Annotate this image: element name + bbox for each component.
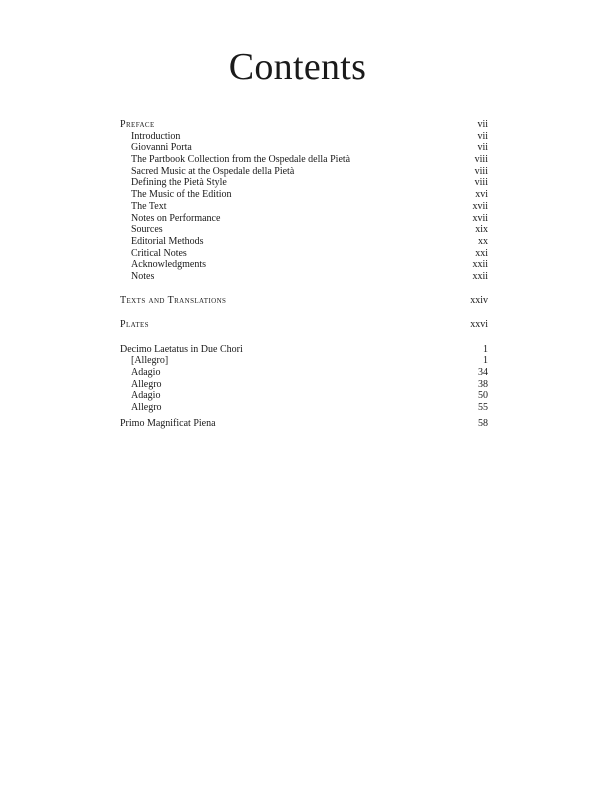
toc-entry[interactable] [120, 355, 488, 367]
toc-page-number: 58 [478, 417, 488, 429]
toc-entry[interactable] [120, 236, 488, 248]
toc-page-number: xxii [472, 270, 488, 282]
toc-entry[interactable] [120, 131, 488, 143]
toc-heading-primo[interactable] [120, 418, 488, 430]
toc-entry[interactable] [120, 154, 488, 166]
toc-page-number: xxii [472, 259, 488, 271]
toc-entry-label: Giovanni Porta [131, 142, 192, 154]
toc-entry-label: Notes [131, 270, 155, 282]
toc-entry[interactable] [120, 177, 488, 189]
toc-entry-label: Critical Notes [131, 247, 187, 259]
toc-page-number: vii [477, 130, 488, 142]
table-of-contents [120, 119, 488, 429]
toc-page-number: vii [477, 142, 488, 154]
toc-entry-label: Allegro [131, 401, 162, 413]
toc-entry-label: The Music of the Edition [131, 189, 232, 201]
toc-entry-label: Preface [120, 119, 155, 130]
toc-entry-label: Acknowledgments [131, 259, 206, 271]
toc-entry-label: Editorial Methods [131, 235, 204, 247]
toc-entry-label: Decimo Laetatus in Due Chori [120, 343, 243, 355]
toc-entry-label: Introduction [131, 130, 181, 142]
toc-section-decimo [120, 344, 488, 414]
toc-entry-label: Texts and Translations [120, 295, 227, 307]
toc-entry-label: Primo Magnificat Piena [120, 417, 216, 429]
toc-entry-label: Adagio [131, 390, 161, 402]
toc-page-number: xx [478, 235, 488, 247]
toc-page-number: xxi [475, 247, 488, 259]
toc-entry[interactable] [120, 189, 488, 201]
toc-page-number: 34 [478, 366, 488, 378]
toc-page-number: viii [474, 154, 488, 166]
toc-entry[interactable] [120, 259, 488, 271]
toc-entry[interactable] [120, 248, 488, 260]
toc-entry[interactable] [120, 367, 488, 379]
toc-entry[interactable] [120, 166, 488, 178]
toc-page-number: xix [475, 224, 488, 236]
toc-page-number: viii [474, 165, 488, 177]
toc-page-number: xvii [472, 212, 488, 224]
toc-entry[interactable] [120, 402, 488, 414]
toc-entry-label: Notes on Performance [131, 212, 221, 224]
toc-page-number: xvi [475, 189, 488, 201]
toc-entry-label: Sources [131, 224, 163, 236]
toc-page-number: viii [474, 177, 488, 189]
toc-section-preface [120, 119, 488, 283]
toc-entry[interactable] [120, 379, 488, 391]
toc-heading-plates[interactable] [120, 319, 488, 331]
toc-page-number: xxvi [470, 319, 488, 331]
toc-heading-texts-translations[interactable] [120, 295, 488, 307]
toc-page-number: 50 [478, 390, 488, 402]
toc-entry[interactable] [120, 390, 488, 402]
toc-page-number: vii [477, 119, 488, 130]
toc-entry-label: [Allegro] [131, 355, 169, 367]
toc-entry[interactable] [120, 201, 488, 213]
toc-page-number: xxiv [470, 295, 488, 307]
toc-entry-label: Defining the Pietà Style [131, 177, 227, 189]
toc-page-number: xvii [472, 200, 488, 212]
toc-heading-decimo[interactable] [120, 344, 488, 356]
toc-page-number: 38 [478, 378, 488, 390]
toc-entry-label: Adagio [131, 366, 161, 378]
toc-page-number: 1 [483, 343, 488, 355]
toc-entry[interactable] [120, 271, 488, 283]
toc-heading-preface[interactable] [120, 119, 488, 131]
toc-entry-label: The Text [131, 200, 167, 212]
toc-entry-label: Sacred Music at the Ospedale della Pietà [131, 165, 295, 177]
toc-page-number: 55 [478, 401, 488, 413]
page-title: Contents [228, 46, 367, 88]
toc-page-number: 1 [483, 355, 488, 367]
toc-entry[interactable] [120, 224, 488, 236]
toc-entry[interactable] [120, 142, 488, 154]
toc-entry-label: Allegro [131, 378, 162, 390]
toc-entry[interactable] [120, 213, 488, 225]
toc-entry-label: The Partbook Collection from the Ospedale della Pietà [131, 154, 351, 166]
toc-entry-label: Plates [120, 319, 149, 331]
